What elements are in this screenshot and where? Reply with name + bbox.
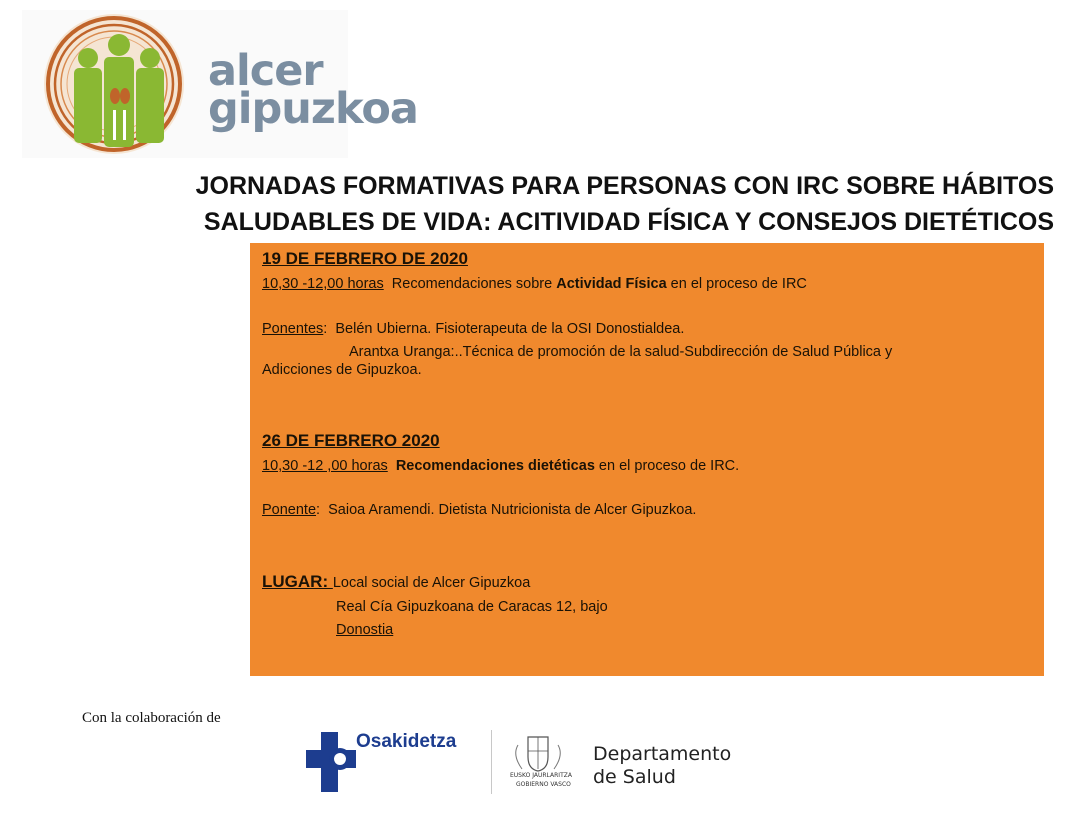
page-title <box>134 168 1054 240</box>
location-venue: Local social de Alcer Gipuzkoa <box>332 575 531 591</box>
gobierno-vasco-shield-icon <box>508 735 568 773</box>
session2-date: 26 DE FEBRERO 2020 <box>262 431 440 450</box>
logo-text-gipuzkoa: gipuzkoa <box>208 84 418 134</box>
session1-line <box>262 275 807 293</box>
osakidetza-logo-text: Osakidetza <box>356 731 457 752</box>
location-address: Real Cía Gipuzkoana de Caracas 12, bajo <box>336 599 608 615</box>
session1-date: 19 DE FEBRERO DE 2020 <box>262 249 468 268</box>
location-line-1 <box>262 573 530 592</box>
session1-speakers: Ponentes: Belén Ubierna. Fisioterapeuta de la OSI Donostialdea. <box>262 321 685 337</box>
session1-speakers-label: Ponentes <box>262 321 324 337</box>
program-panel <box>250 243 1044 676</box>
session2-speaker-1: Saioa Aramendi. Dietista Nutricionista de Alcer Gipuzkoa. <box>328 502 697 518</box>
session2-time: 10,30 -12 ,00 horas <box>262 458 388 474</box>
gobierno-vasco-text-2: GOBIERNO VASCO <box>516 781 571 788</box>
gobierno-vasco-text-1: EUSKO JAURLARITZA <box>510 772 572 779</box>
session1-desc-pre: Recomendaciones sobre <box>391 276 557 292</box>
collaboration-text: Con la colaboración de <box>82 710 221 726</box>
session1-speaker-2-cont: Adicciones de Gipuzkoa. <box>262 362 422 378</box>
alcer-emblem-icon <box>22 10 202 158</box>
title-line-1: JORNADAS FORMATIVAS PARA PERSONAS CON IRC SOBRE HÁBITOS <box>195 172 1054 200</box>
session2-speaker: Ponente: Saioa Aramendi. Dietista Nutricionista de Alcer Gipuzkoa. <box>262 502 697 518</box>
title-line-2: SALUDABLES DE VIDA: ACITIVIDAD FÍSICA Y CONSEJOS DIETÉTICOS <box>203 208 1054 236</box>
session2-desc-bold: Recomendaciones dietéticas <box>395 458 595 474</box>
department-text-2: de Salud <box>593 766 676 788</box>
alcer-logo <box>22 10 418 158</box>
osakidetza-cross-icon <box>304 730 358 794</box>
department-text-1: Departamento <box>593 743 732 765</box>
session2-line <box>262 457 739 475</box>
session2-desc-post: en el proceso de IRC. <box>594 458 740 474</box>
session1-speaker-2: Arantxa Uranga:..Técnica de promoción de la salud-Subdirección de Salud Pública y <box>349 344 893 360</box>
session1-desc-post: en el proceso de IRC <box>666 276 807 292</box>
location-city: Donostia <box>336 622 394 638</box>
session2-speaker-label: Ponente <box>262 502 317 518</box>
session1-speaker-1: Belén Ubierna. Fisioterapeuta de la OSI Donostialdea. <box>335 321 685 337</box>
session1-desc-bold: Actividad Física <box>556 276 667 292</box>
logo-text-alcer: alcer <box>208 46 323 96</box>
footer-divider <box>491 730 492 794</box>
location-label: LUGAR: <box>262 572 333 591</box>
session1-time: 10,30 -12,00 horas <box>262 276 384 292</box>
